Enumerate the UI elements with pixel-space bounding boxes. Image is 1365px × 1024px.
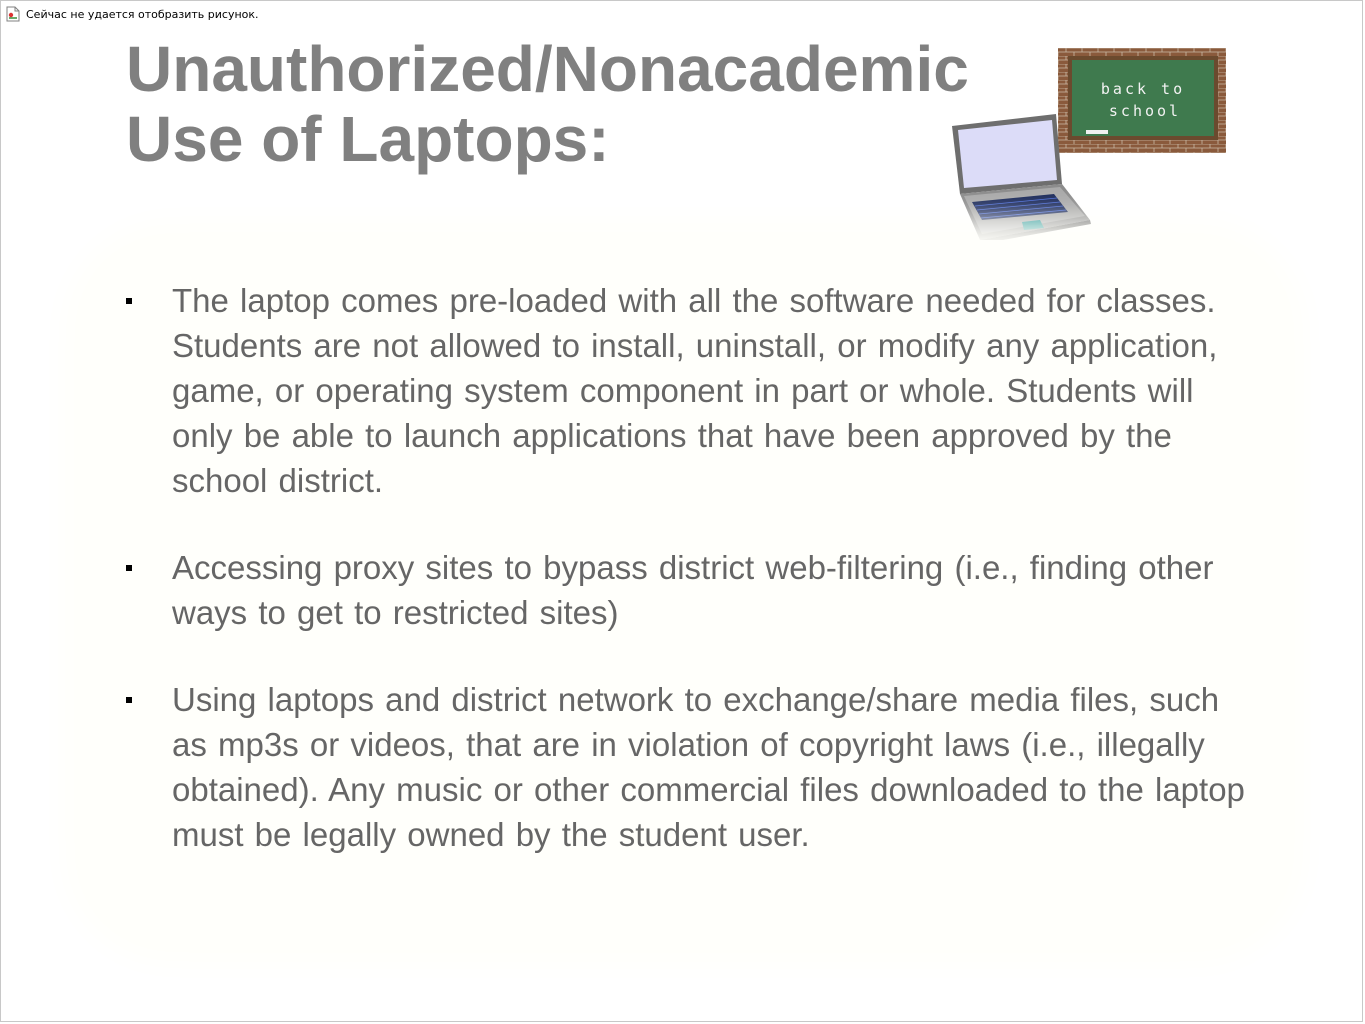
bullet-square-icon <box>126 298 132 304</box>
bullet-text: Using laptops and district network to exchange/share media files, such as mp3s or videos, that are in violation of copyright laws (i.e., illegally obtained). Any music or other commercial files downloaded to the laptop must be legally owned by the student user. <box>172 681 1245 853</box>
title-line-1: Unauthorized/Nonacademic <box>126 33 969 105</box>
bullet-list <box>122 278 1247 857</box>
bullet-item-software <box>122 278 1247 503</box>
bullet-item-proxy <box>122 545 1247 635</box>
bullet-text: Accessing proxy sites to bypass district web-filtering (i.e., finding other ways to get to restricted sites) <box>172 549 1214 631</box>
broken-image-text: Сейчас не удается отобразить рисунок. <box>26 7 259 21</box>
page-title <box>126 34 969 174</box>
bullet-text: The laptop comes pre-loaded with all the software needed for classes. Students are not allowed to install, uninstall, or modify any application, game, or operating system component in part or whole. Students will only be able to launch applications that have been approved by the school district. <box>172 282 1218 499</box>
bullet-item-media <box>122 677 1247 857</box>
title-line-2: Use of Laptops: <box>126 103 610 175</box>
bullet-square-icon <box>126 697 132 703</box>
bullet-square-icon <box>126 565 132 571</box>
chalkboard-line-1: back to <box>1100 80 1186 98</box>
broken-image-icon <box>6 6 20 22</box>
broken-image-placeholder <box>6 6 259 22</box>
chalkboard-line-2: school <box>1108 102 1182 120</box>
laptop-icon <box>950 112 1095 242</box>
